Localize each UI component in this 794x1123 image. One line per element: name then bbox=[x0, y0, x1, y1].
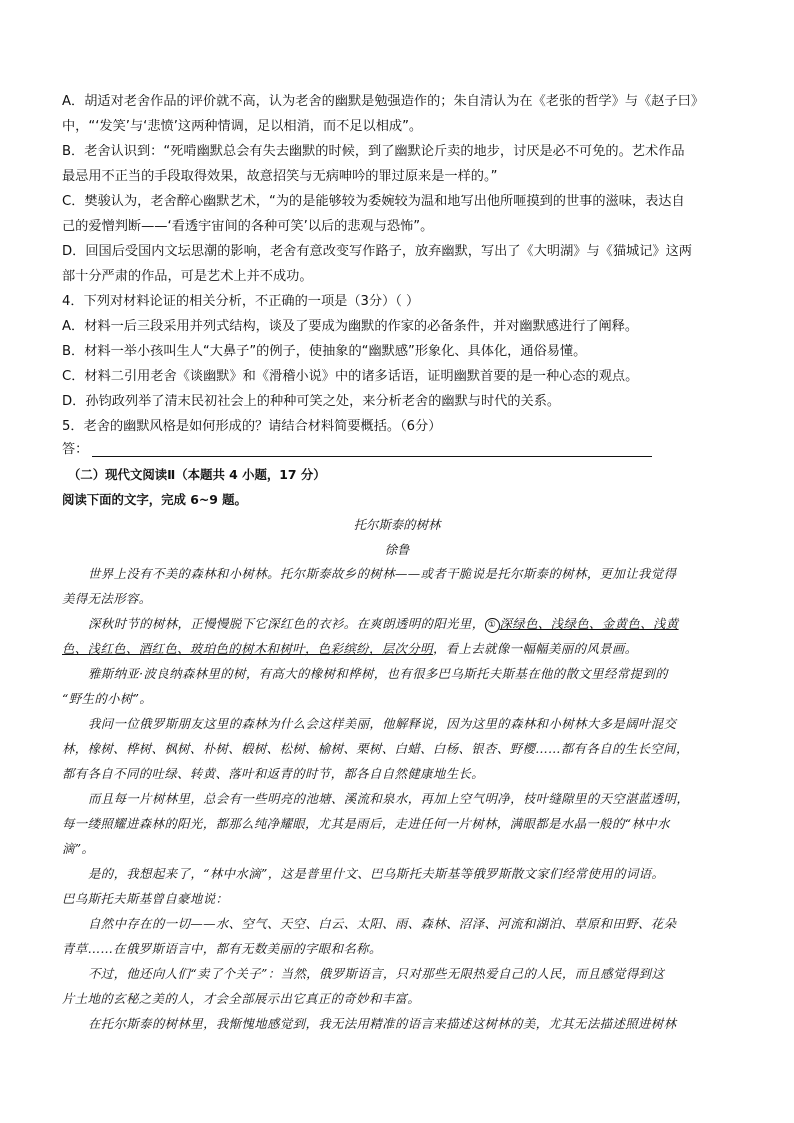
paragraph-4-line1: 我问一位俄罗斯朋友这里的森林为什么会这样美丽，他解释说，因为这里的森林和小树林大多是阔叶混交 bbox=[88, 716, 677, 731]
paragraph-1 bbox=[62, 561, 734, 611]
paragraph-8 bbox=[62, 961, 734, 1011]
section-heading: （二）现代文阅读Ⅱ（本题共 4 小题，17 分） bbox=[68, 467, 326, 482]
underlined-text-2: 色、浅红色、酒红色、玻珀色的树木和树叶，色彩缤纷，层次分明 bbox=[62, 641, 433, 656]
paragraph-4-line3: 都有各自不同的吐绿、转黄、落叶和返青的时节，都各自自然健康地生长。 bbox=[62, 766, 485, 781]
paragraph-4-line2: 林，橡树、桦树、枫树、朴树、椴树、松树、榆树、栗树、白蜡、白杨、银杏、野樱……都有各自的生长空间， bbox=[62, 741, 689, 756]
paragraph-5-line2: 每一缕照耀进森林的阳光，都那么纯净耀眼，尤其是雨后，走进任何一片树林，满眼都是水晶一般的“林中水 bbox=[62, 816, 670, 831]
paragraph-5-line3: 滴”。 bbox=[62, 841, 95, 856]
paragraph-6-line2: 巴乌斯托夫斯基曾自豪地说： bbox=[62, 891, 229, 906]
q4-option-b: B．材料一举小孩叫生人“大鼻子”的例子，使抽象的“幽默感”形象化、具体化，通俗易懂。 bbox=[62, 344, 587, 359]
q3-option-b-line2: 最忌用不正当的手段取得效果，故意招笑与无病呻吟的罪过原来是一样的。” bbox=[62, 169, 498, 184]
paragraph-9 bbox=[62, 1011, 734, 1036]
paragraph-4 bbox=[62, 711, 734, 786]
paragraph-3-line2: “野生的小树”。 bbox=[62, 691, 153, 706]
paragraph-6 bbox=[62, 861, 734, 911]
paragraph-2 bbox=[62, 611, 734, 661]
paragraph-1-line2: 美得无法形容。 bbox=[62, 591, 152, 606]
paragraph-7-line2: 青草……在俄罗斯语言中，都有无数美丽的字眼和名称。 bbox=[62, 941, 382, 956]
article-author: 徐鲁 bbox=[384, 542, 410, 557]
paragraph-5 bbox=[62, 786, 734, 861]
paragraph-6-line1: 是的，我想起来了，“林中水滴”，这是普里什文、巴乌斯托夫斯基等俄罗斯散文家们经常使用的词语。 bbox=[88, 866, 665, 881]
article-title: 托尔斯泰的树林 bbox=[353, 517, 441, 532]
paragraph-9-line1: 在托尔斯泰的树林里，我惭愧地感觉到，我无法用精准的语言来描述这树林的美，尤其无法描述照进树林 bbox=[88, 1016, 677, 1031]
paragraph-2-line2b: ，看上去就像一幅幅美丽的风景画。 bbox=[432, 641, 638, 656]
q3-option-b-line1: B．老舍认识到：“死啃幽默总会有失去幽默的时候，到了幽默论斤卖的地步，讨厌是必不可免的。艺术作品 bbox=[62, 144, 685, 159]
paragraph-2-line1a: 深秋时节的树林，正慢慢脱下它深红色的衣衫。在爽朗透明的阳光里， bbox=[88, 616, 485, 631]
q3-option-d-line1: D．回国后受国内文坛思潮的影响，老舍有意改变写作路子，放弃幽默，写出了《大明湖》与《猫城记》这两 bbox=[62, 244, 692, 259]
paragraph-1-line1: 世界上没有不美的森林和小树林。托尔斯泰故乡的树林——或者干脆说是托尔斯泰的树林，更加让我觉得 bbox=[88, 566, 677, 581]
q3-option-a-line1: A．胡适对老舍作品的评价就不高，认为老舍的幽默是勉强造作的；朱自清认为在《老张的哲学》与《赵子曰》 bbox=[62, 94, 705, 109]
answer-label: 答： bbox=[62, 442, 89, 457]
marker-number-1: ① bbox=[485, 618, 500, 633]
paragraph-8-line2: 片土地的玄秘之美的人，才会全部展示出它真正的奇妙和丰富。 bbox=[62, 991, 421, 1006]
paragraph-7-line1: 自然中存在的一切——水、空气、天空、白云、太阳、雨、森林、沼泽、河流和湖泊、草原和田野、花朵 bbox=[88, 916, 677, 931]
paragraph-8-line1: 不过，他还向人们“卖了个关子”：当然，俄罗斯语言，只对那些无限热爱自己的人民，而且感觉得到这 bbox=[88, 966, 665, 981]
q3-option-d-line2: 部十分严肃的作品，可是艺术上并不成功。 bbox=[62, 269, 313, 284]
q4-stem: 4．下列对材料论证的相关分析，不正确的一项是（3分）（ ） bbox=[62, 294, 420, 309]
q5-stem: 5．老舍的幽默风格是如何形成的？请结合材料简要概括。（6分） bbox=[62, 419, 442, 434]
paragraph-5-line1: 而且每一片树林里，总会有一些明亮的池塘、溪流和泉水，再加上空气明净，枝叶缝隙里的天空湛蓝透明， bbox=[88, 791, 690, 806]
paragraph-3 bbox=[62, 661, 734, 711]
answer-line[interactable] bbox=[92, 456, 652, 457]
q3-option-a-line2: 中，“‘发笑’与‘悲愤’这两种情调，足以相消，而不足以相成”。 bbox=[62, 119, 423, 134]
q3-option-c-line2: 己的爱憎判断——‘看透宇宙间的各种可笑’以后的悲观与恐怖”。 bbox=[62, 219, 434, 234]
q4-option-a: A．材料一后三段采用并列式结构，谈及了要成为幽默的作家的必备条件，并对幽默感进行了阐释。 bbox=[62, 319, 639, 334]
paragraph-7-quote bbox=[62, 911, 734, 961]
q3-option-c-line1: C．樊骏认为，老舍醉心幽默艺术，“为的是能够较为委婉较为温和地写出他所咂摸到的世事的滋味，表达自 bbox=[62, 194, 685, 209]
paragraph-3-line1: 雅斯纳亚·波良纳森林里的树，有高大的橡树和桦树，也有很多巴乌斯托夫斯基在他的散文里经常提到的 bbox=[88, 666, 668, 681]
underlined-text-1: 深绿色、浅绿色、金黄色、浅黄 bbox=[499, 616, 679, 631]
q4-option-d: D．孙钧政列举了清末民初社会上的种种可笑之处，来分析老舍的幽默与时代的关系。 bbox=[62, 394, 561, 409]
section-instruction: 阅读下面的文字，完成 6~9 题。 bbox=[62, 492, 247, 507]
q4-option-c: C．材料二引用老舍《谈幽默》和《滑稽小说》中的诸多话语，证明幽默首要的是一种心态的观点。 bbox=[62, 369, 639, 384]
